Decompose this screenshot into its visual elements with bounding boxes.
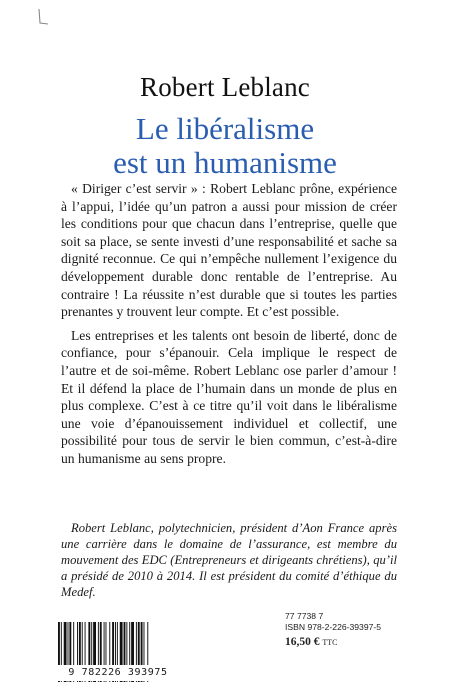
title-line-1: Le libéralisme [135,111,315,146]
blurb-paragraph-2: Les entreprises et les talents ont besoin de liberté, donc de confiance, pour s’épanouir. Cela implique le respect de l’autre et de soi-même. Robert Leblanc ose parler d’amour ! Et il défend la place de l’humain dans un monde de plus en plus complexe. C’est à ce titre qu’il voit dans le libéralisme une voie d’épanouissement individuel et collectif, une possibilité pour tous de servir le bien commun, c’est-à-dire un humanisme au sens propre. [61,327,397,466]
price-suffix: TTC [322,638,338,647]
book-title [0,112,450,180]
author-name: Robert Leblanc [140,72,310,102]
barcode-digits: 9 782226 393975 [56,665,180,681]
author-bio: Robert Leblanc, polytechnicien, président d’Aon France après une carrière dans le domaine de l’assurance, est membre du mouvement des EDC (Entrepreneurs et dirigeants chrétiens), qu’il a présidé de 2010 à 2014. Il est président du comité d’éthique du Medef. [61,521,397,599]
price [285,636,435,649]
price-value: 16,50 € [285,636,320,648]
blurb-paragraph-1: « Diriger c’est servir » : Robert Leblanc prône, expérience à l’appui, l’idée qu’un patron a aussi pour mission de créer les conditions pour que chacun dans l’entreprise, quelle que soit sa place, se sente investi d’une responsabilité et sache sa dignité reconnue. Ce qui n’empêche nullement l’exigence du développement durable donc rentable de l’entreprise. Au contraire ! La réussite n’est durable que si toutes les parties prenantes y trouvent leur compte. Et c’est possible. [61,181,397,320]
pen-mark-icon [36,8,50,28]
blurb [61,180,397,468]
product-code: 77 7738 7 [285,611,324,621]
title-line-2: est un humanisme [113,145,337,180]
isbn: ISBN 978-2-226-39397-5 [285,622,382,632]
publisher-info [285,611,435,649]
